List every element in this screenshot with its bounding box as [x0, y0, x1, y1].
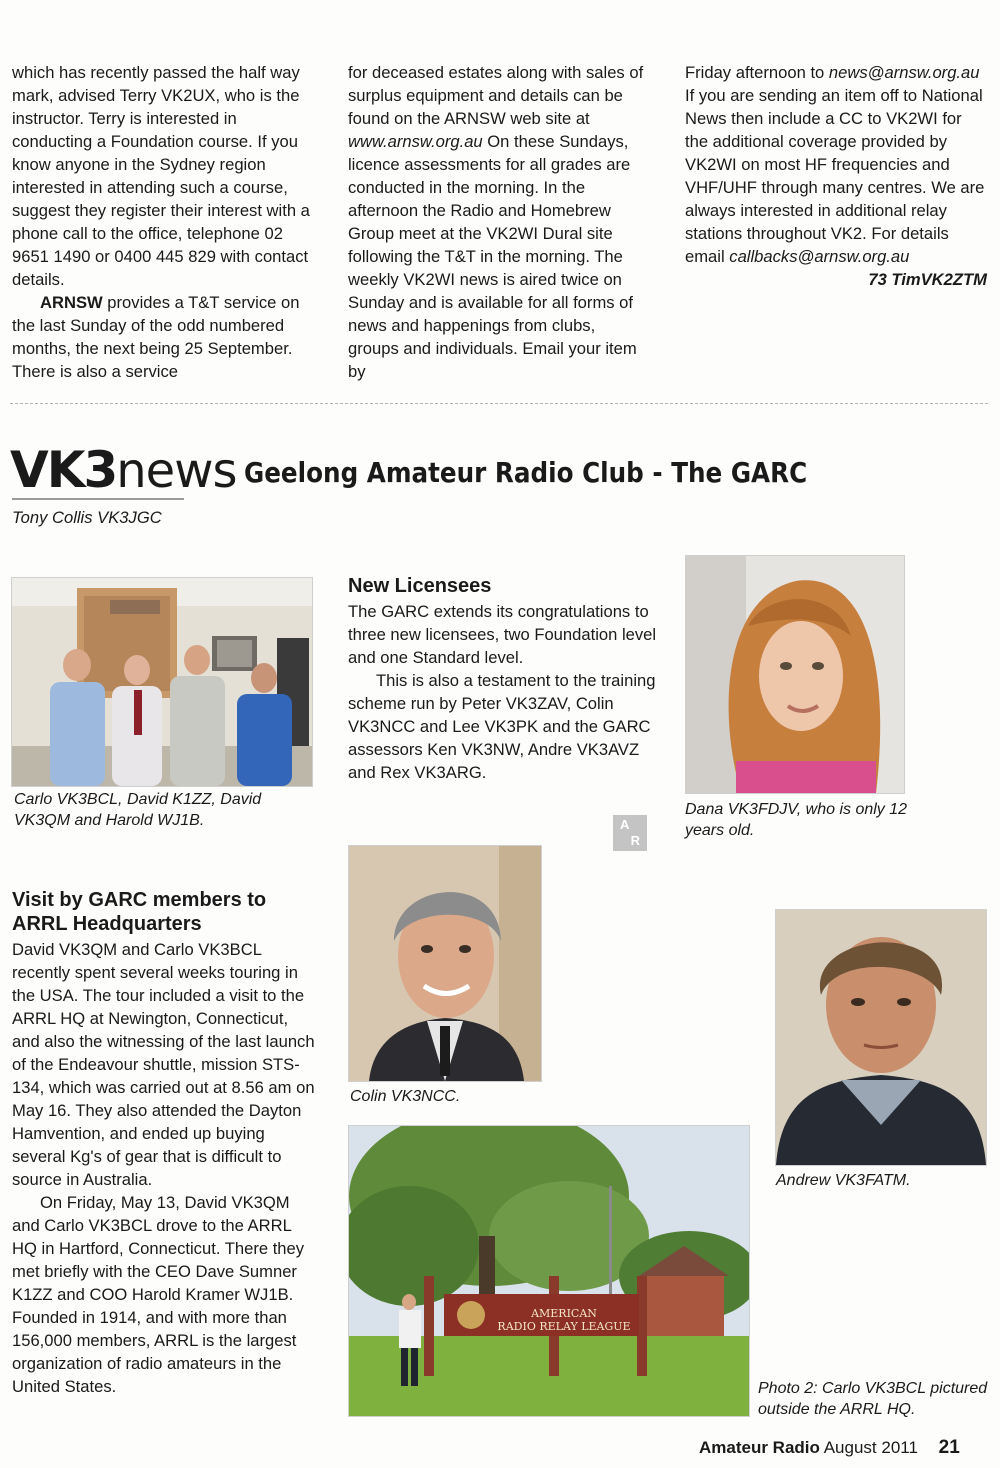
andrew-photo-caption: Andrew VK3FATM.: [776, 1172, 911, 1189]
arrl-hq-photo-caption: Photo 2: Carlo VK3BCL pictured outside the ARRL HQ.: [758, 1380, 988, 1418]
signature: 73 TimVK2ZTM: [868, 270, 987, 289]
magazine-name: Amateur Radio: [699, 1438, 820, 1457]
ar-logo-letter: A: [620, 817, 630, 832]
paragraph: [12, 291, 318, 383]
colin-photo-caption: Colin VK3NCC.: [350, 1088, 461, 1105]
visit-section: [12, 888, 320, 1398]
new-licensees-section: [348, 574, 658, 784]
top-column-1: [12, 61, 318, 383]
colin-photo-image: [349, 846, 541, 1081]
ar-logo-letter: R: [630, 833, 640, 848]
sign-line-1: AMERICAN: [531, 1307, 597, 1320]
arnsw-lead: ARNSW: [40, 293, 103, 312]
author: Tony Collis VK3JGC: [12, 508, 162, 527]
ar-logo: [613, 815, 647, 851]
dana-photo-caption: Dana VK3FDJV, who is only 12 years old.: [685, 801, 908, 839]
arrl-hq-photo-image: [349, 1126, 749, 1416]
news-label: news: [116, 443, 237, 499]
paragraph-text: for deceased estates along with sales of surplus equipment and details can be found on the ARNSW web site at: [348, 63, 644, 128]
email-link[interactable]: callbacks@arnsw.org.au: [729, 247, 910, 266]
sign-line-2: RADIO RELAY LEAGUE: [497, 1320, 631, 1333]
andrew-photo-image: [776, 910, 986, 1165]
vk3-label: VK3: [10, 441, 117, 499]
dana-photo: [685, 555, 905, 794]
colin-photo: [348, 845, 542, 1082]
visit-heading: Visit by GARC members to ARRL Headquarters: [12, 889, 267, 935]
dana-photo-image: [686, 556, 904, 793]
group-photo-caption: Carlo VK3BCL, David K1ZZ, David VK3QM and Harold WJ1B.: [14, 791, 262, 829]
paragraph-text: provides a T&T service on the last Sunday of the odd numbered months, the next being 25 September. There is also a service: [12, 293, 300, 381]
paragraph: David VK3QM and Carlo VK3BCL recently spent several weeks touring in the USA. The tour included a visit to the ARRL HQ at Newington, Connecticut, and also the witnessing of the last launch of the Endeavour shuttle, mission STS-134, which was carried out at 8.56 am on May 16. They also attended the Dayton Hamvention, and ended up buying several Kg's of gear that is difficult to source in Australia.: [12, 940, 315, 1189]
article-title: Geelong Amateur Radio Club - The GARC: [244, 456, 808, 489]
paragraph-text: Friday afternoon to: [685, 63, 829, 82]
page-footer: [699, 1437, 960, 1459]
paragraph: This is also a testament to the training scheme run by Peter VK3ZAV, Colin VK3NCC and Lee VK3PK and the GARC assessors Ken VK3NW, Andre VK3AVZ and Rex VK3ARG.: [348, 671, 656, 782]
group-photo-image: [12, 578, 312, 786]
issue-date: August 2011: [823, 1438, 918, 1457]
email-link[interactable]: news@arnsw.org.au: [828, 63, 980, 82]
arrl-hq-photo: [348, 1125, 750, 1417]
section-divider: [10, 403, 988, 404]
top-column-3: [685, 61, 987, 291]
group-photo: [11, 577, 313, 787]
new-licensees-heading: New Licensees: [348, 575, 492, 597]
website-link[interactable]: www.arnsw.org.au: [348, 132, 483, 151]
paragraph-text: If you are sending an item off to National News then include a CC to VK2WI for the additional coverage provided by VK2WI on most HF frequencies and VHF/UHF through many centres. We are always interested in additional relay stations throughout VK2. For details email: [685, 86, 985, 266]
page-number: 21: [938, 1437, 960, 1458]
paragraph: The GARC extends its congratulations to three new licensees, two Foundation level and one Standard level.: [348, 602, 657, 667]
section-logo: [10, 441, 237, 499]
author-underline: [12, 498, 184, 500]
paragraph: [685, 61, 987, 268]
andrew-photo: [775, 909, 987, 1166]
paragraph: which has recently passed the half way mark, advised Terry VK2UX, who is the instructor. Terry is interested in conducting a Foundation course. If you know anyone in the Sydney region interested in attending such a course, suggest they register their interest with a phone call to the office, telephone 02 9651 1490 or 0400 445 829 with contact details.: [12, 63, 310, 289]
paragraph: [348, 61, 648, 383]
top-column-2: [348, 61, 648, 383]
paragraph: On Friday, May 13, David VK3QM and Carlo VK3BCL drove to the ARRL HQ in Hartford, Connecticut. There they met briefly with the CEO Dave Sumner K1ZZ and COO Harold Kramer WJ1B. Founded in 1914, and with more than 156,000 members, ARRL is the largest organization of radio amateurs in the United States.: [12, 1193, 305, 1396]
paragraph-text: On these Sundays, licence assessments for all grades are conducted in the morning. In the afternoon the Radio and Homebrew Group meet at the VK2WI Dural site following the T&T in the morning. The weekly VK2WI news is aired twice on Sunday and is available for all forms of news and happenings from clubs, groups and individuals. Email your item by: [348, 132, 637, 381]
